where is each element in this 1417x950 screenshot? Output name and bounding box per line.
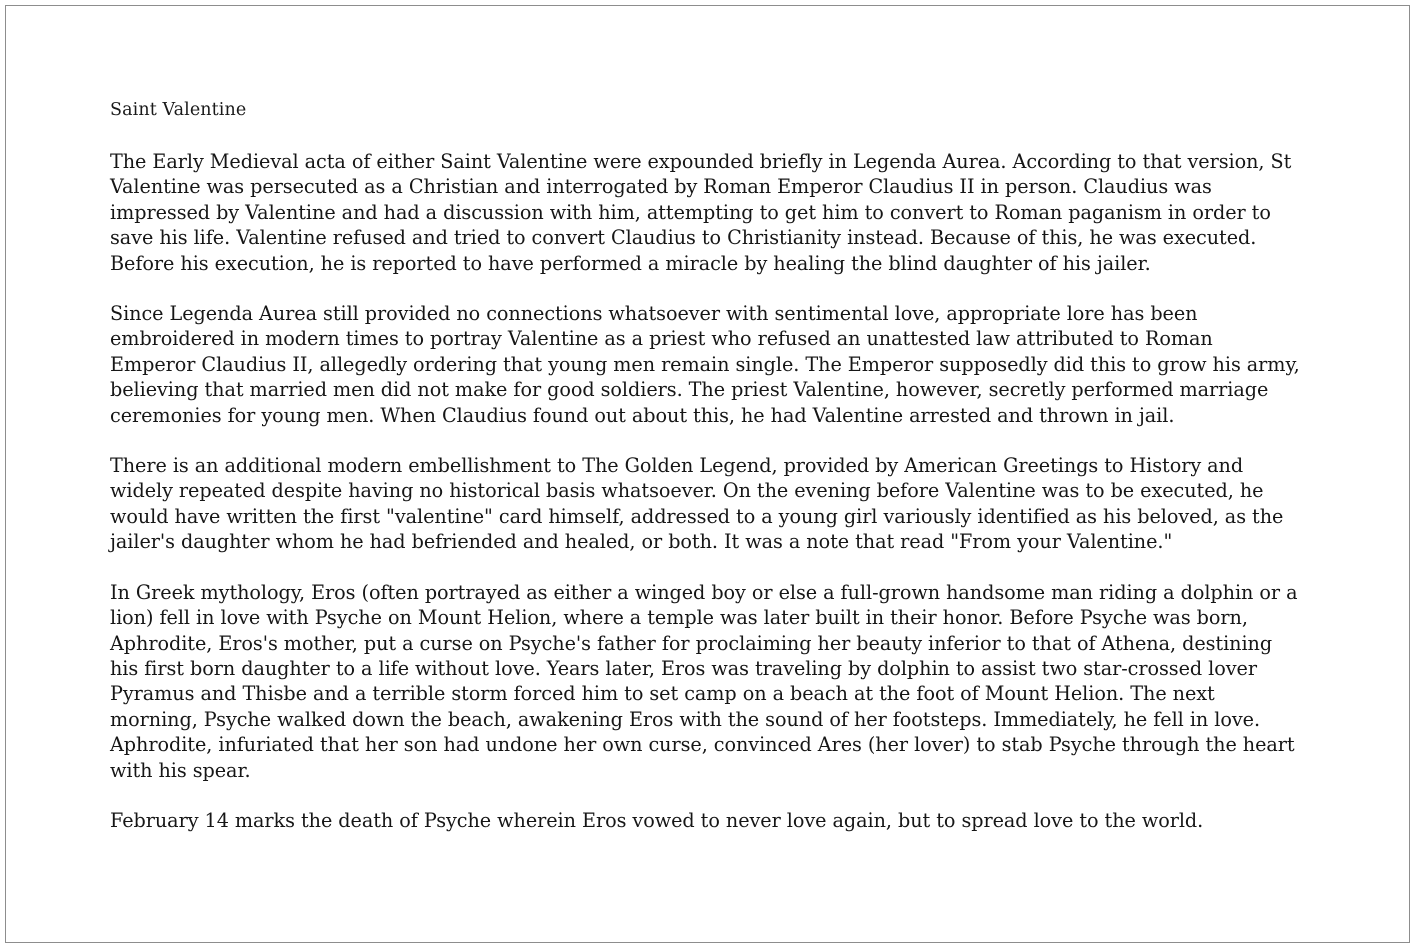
document-body xyxy=(110,98,1300,833)
paragraph-5: February 14 marks the death of Psyche wherein Eros vowed to never love again, but to spread love to the world. xyxy=(110,808,1204,832)
paragraph-3: There is an additional modern embellishment to The Golden Legend, provided by American Greetings to History and widely repeated despite having no historical basis whatsoever. On the evening before Valentine was to be executed, he would have written the first "valentine" card himself, addressed to a young girl variously identified as his beloved, as the jailer's daughter whom he had befriended and healed, or both. It was a note that read "From your Valentine." xyxy=(110,454,1284,554)
paragraph-2: Since Legenda Aurea still provided no connections whatsoever with sentimental love, appropriate lore has been embroidered in modern times to portray Valentine as a priest who refused an unattested law attributed to Roman Emperor Claudius II, allegedly ordering that young men remain single. The Emperor supposedly did this to grow his army, believing that married men did not make for good soldiers. The priest Valentine, however, secretly performed marriage ceremonies for young men. When Claudius found out about this, he had Valentine arrested and thrown in jail. xyxy=(110,302,1300,427)
paragraph-4: In Greek mythology, Eros (often portrayed as either a winged boy or else a full-grown handsome man riding a dolphin or a lion) fell in love with Psyche on Mount Helion, where a temple was later built in their honor. Before Psyche was born, Aphrodite, Eros's mother, put a curse on Psyche's father for proclaiming her beauty inferior to that of Athena, destining his first born daughter to a life without love. Years later, Eros was traveling by dolphin to assist two star-crossed lover Pyramus and Thisbe and a terrible storm forced him to set camp on a beach at the foot of Mount Helion. The next morning, Psyche walked down the beach, awakening Eros with the sound of her footsteps. Immediately, he fell in love. Aphrodite, infuriated that her son had undone her own curse, convinced Ares (her lover) to stab Psyche through the heart with his spear. xyxy=(110,580,1298,782)
document-page-frame xyxy=(5,5,1410,943)
paragraph-1: The Early Medieval acta of either Saint Valentine were expounded briefly in Legenda Aurea. According to that version, St Valentine was persecuted as a Christian and interrogated by Roman Emperor Claudius II in person. Claudius was impressed by Valentine and had a discussion with him, attempting to get him to convert to Roman paganism in order to save his life. Valentine refused and tried to convert Claudius to Christianity instead. Because of this, he was executed. Before his execution, he is reported to have performed a miracle by healing the blind daughter of his jailer. xyxy=(110,150,1292,275)
document-title: Saint Valentine xyxy=(110,100,247,120)
